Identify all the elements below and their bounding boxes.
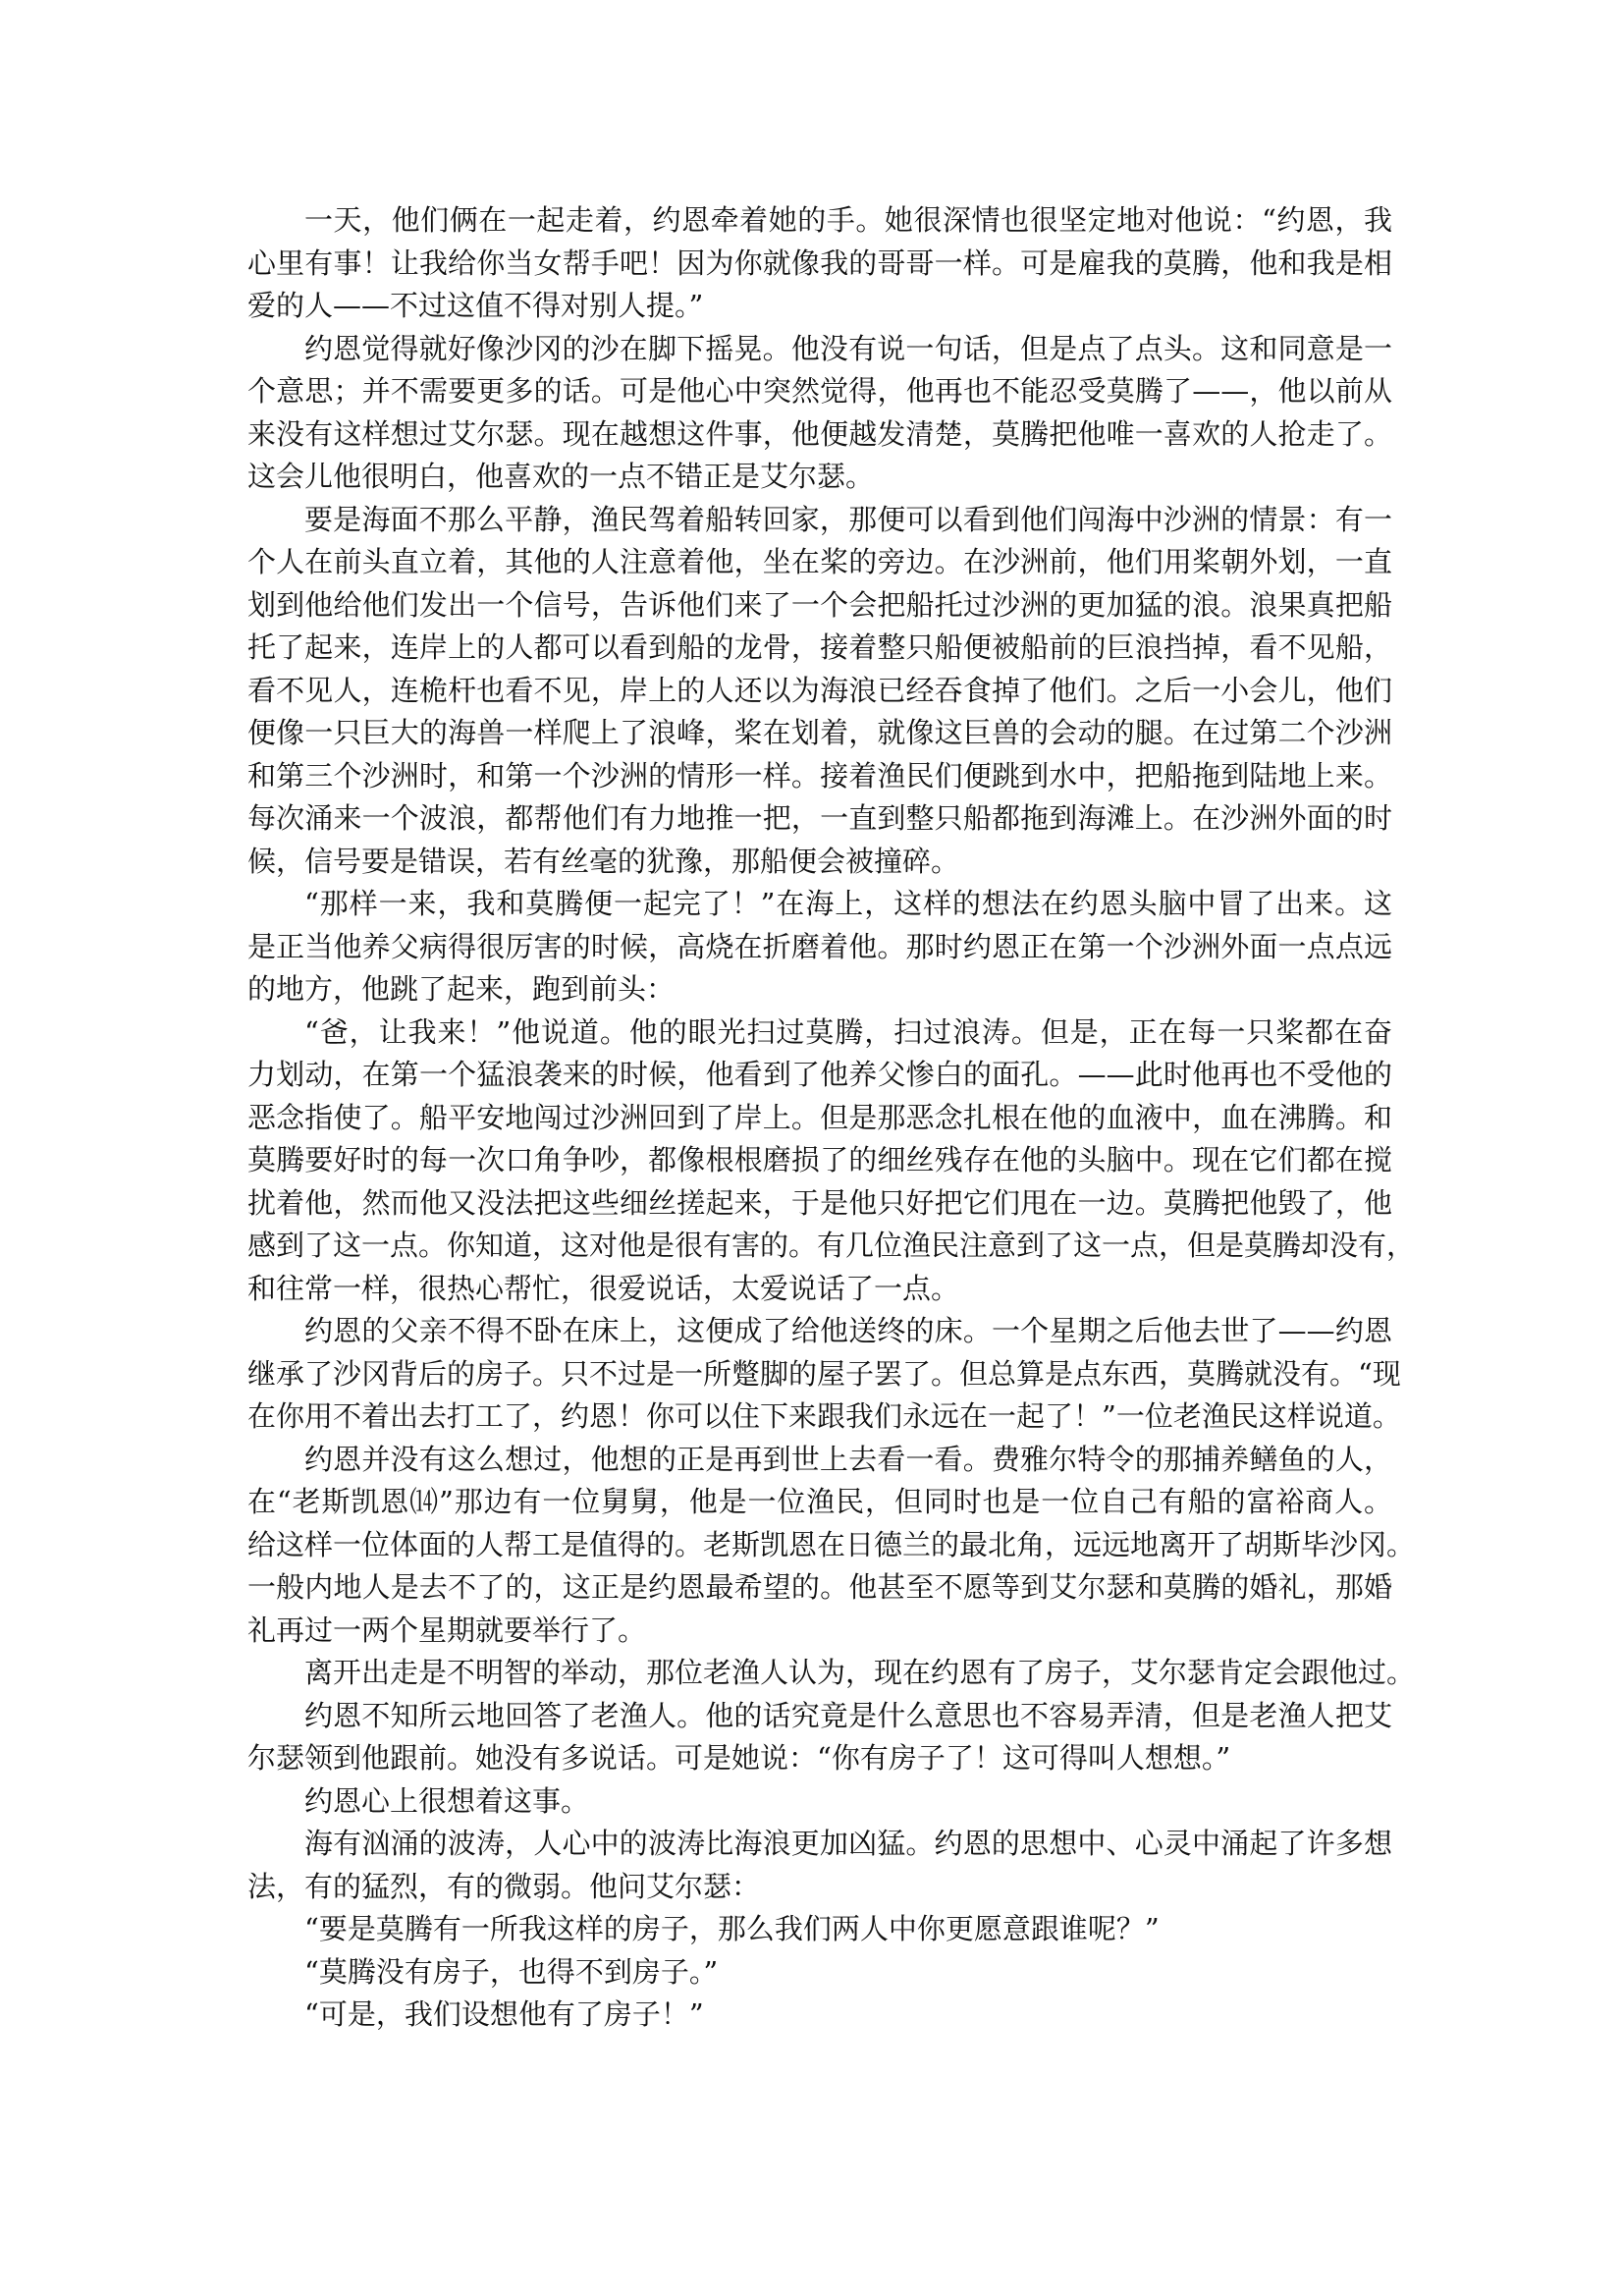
text-line: “可是，我们设想他有了房子！” bbox=[304, 1997, 704, 2031]
text-line: 约恩觉得就好像沙冈的沙在脚下摇晃。他没有说一句话，但是点了点头。这和同意是一 bbox=[304, 331, 1392, 365]
paragraph bbox=[247, 199, 1392, 328]
text-line: 约恩的父亲不得不卧在床上，这便成了给他送终的床。一个星期之后他去世了——约恩 bbox=[304, 1314, 1392, 1347]
text-line: 看不见人，连桅杆也看不见，岸上的人还以为海浪已经吞食掉了他们。之后一小会儿，他们 bbox=[247, 673, 1392, 707]
paragraph bbox=[247, 1951, 1392, 1995]
text-line: 来没有这样想过艾尔瑟。现在越想这件事，他便越发清楚，莫腾把他唯一喜欢的人抢走了。 bbox=[247, 416, 1392, 451]
text-line: 划到他给他们发出一个信号，告诉他们来了一个会把船托过沙洲的更加猛的浪。浪果真把船 bbox=[247, 587, 1392, 622]
text-line: 尔瑟领到他跟前。她没有多说话。可是她说：“你有房子了！这可得叫人想想。” bbox=[247, 1741, 1231, 1775]
paragraph bbox=[247, 1652, 1416, 1695]
text-line: 要是海面不那么平静，渔民驾着船转回家，那便可以看到他们闯海中沙洲的情景：有一 bbox=[304, 502, 1392, 536]
text-line: “爸，让我来！”他说道。他的眼光扫过莫腾，扫过浪涛。但是，正在每一只桨都在奋 bbox=[304, 1014, 1392, 1049]
text-line: 莫腾要好时的每一次口角争吵，都像根根磨损了的细丝残存在他的头脑中。现在它们都在搅 bbox=[247, 1143, 1392, 1176]
text-line: “要是莫腾有一所我这样的房子，那么我们两人中你更愿意跟谁呢？” bbox=[304, 1912, 1160, 1945]
paragraph bbox=[247, 328, 1392, 499]
text-line: 约恩不知所云地回答了老渔人。他的话究竟是什么意思也不容易弄清，但是老渔人把艾 bbox=[304, 1698, 1392, 1732]
text-line: 给这样一位体面的人帮工是值得的。老斯凯恩在日德兰的最北角，远远地离开了胡斯毕沙冈。 bbox=[247, 1527, 1416, 1561]
text-line: “莫腾没有房子，也得不到房子。” bbox=[304, 1954, 719, 1989]
text-line: 约恩心上很想着这事。 bbox=[304, 1783, 590, 1818]
paragraph bbox=[247, 1695, 1392, 1780]
text-line: 海有汹涌的波涛，人心中的波涛比海浪更加凶猛。约恩的思想中、心灵中涌起了许多想 bbox=[304, 1827, 1392, 1860]
text-line: 继承了沙冈背后的房子。只不过是一所蹩脚的屋子罢了。但总算是点东西，莫腾就没有。“现 bbox=[247, 1356, 1401, 1391]
paragraph bbox=[247, 1823, 1392, 1908]
text-line: 约恩并没有这么想过，他想的正是再到世上去看一看。费雅尔特令的那捕养鳝鱼的人， bbox=[304, 1442, 1392, 1476]
text-line: 心里有事！让我给你当女帮手吧！因为你就像我的哥哥一样。可是雇我的莫腾，他和我是相 bbox=[247, 246, 1392, 280]
text-line: 在你用不着出去打工了，约恩！你可以住下来跟我们永远在一起了！”一位老渔民这样说道。 bbox=[247, 1399, 1401, 1433]
paragraph bbox=[247, 1310, 1401, 1439]
text-line: 个意思；并不需要更多的话。可是他心中突然觉得，他再也不能忍受莫腾了——，他以前从 bbox=[247, 374, 1392, 408]
text-line: 感到了这一点。你知道，这对他是很有害的。有几位渔民注意到了这一点，但是莫腾却没有， bbox=[247, 1229, 1416, 1262]
text-line: 和第三个沙洲时，和第一个沙洲的情形一样。接着渔民们便跳到水中，把船拖到陆地上来。 bbox=[247, 758, 1392, 793]
text-line: 个人在前头直立着，其他的人注意着他，坐在桨的旁边。在沙洲前，他们用桨朝外划，一直 bbox=[247, 545, 1392, 578]
paragraph bbox=[247, 1780, 1392, 1824]
paragraph bbox=[247, 1011, 1416, 1311]
text-line: 离开出走是不明智的举动，那位老渔人认为，现在约恩有了房子，艾尔瑟肯定会跟他过。 bbox=[304, 1656, 1416, 1689]
text-line: “那样一来，我和莫腾便一起完了！”在海上，这样的想法在约恩头脑中冒了出来。这 bbox=[304, 887, 1392, 920]
text-line: 力划动，在第一个猛浪袭来的时候，他看到了他养父惨白的面孔。——此时他再也不受他的 bbox=[247, 1058, 1392, 1091]
text-line: 扰着他，然而他又没法把这些细丝搓起来，于是他只好把它们甩在一边。莫腾把他毁了，他 bbox=[247, 1185, 1392, 1220]
text-line: 这会儿他很明白，他喜欢的一点不错正是艾尔瑟。 bbox=[247, 460, 875, 493]
document-body bbox=[247, 199, 1416, 2037]
paragraph bbox=[247, 499, 1392, 884]
text-line: 礼再过一两个星期就要举行了。 bbox=[247, 1613, 647, 1647]
text-line: 候，信号要是错误，若有丝毫的犹豫，那船便会被撞碎。 bbox=[247, 844, 960, 878]
paragraph bbox=[247, 1908, 1392, 1951]
paragraph bbox=[247, 1994, 1392, 2037]
text-line: 的地方，他跳了起来，跑到前头： bbox=[247, 972, 676, 1006]
text-line: 一天，他们俩在一起走着，约恩牵着她的手。她很深情也很坚定地对他说：“约恩，我 bbox=[304, 203, 1392, 237]
paragraph bbox=[247, 1439, 1416, 1653]
text-line: 是正当他养父病得很厉害的时候，高烧在折磨着他。那时约恩正在第一个沙洲外面一点点远 bbox=[247, 929, 1392, 963]
text-line: 爱的人——不过这值不得对别人提。” bbox=[247, 289, 704, 322]
text-line: 法，有的猛烈，有的微弱。他问艾尔瑟： bbox=[247, 1869, 761, 1903]
text-line: 一般内地人是去不了的，这正是约恩最希望的。他甚至不愿等到艾尔瑟和莫腾的婚礼，那婚 bbox=[247, 1570, 1392, 1604]
text-line: 每次涌来一个波浪，都帮他们有力地推一把，一直到整只船都拖到海滩上。在沙洲外面的时 bbox=[247, 801, 1392, 835]
text-line: 托了起来，连岸上的人都可以看到船的龙骨，接着整只船便被船前的巨浪挡掉，看不见船， bbox=[247, 630, 1392, 664]
text-line: 便像一只巨大的海兽一样爬上了浪峰，桨在划着，就像这巨兽的会动的腿。在过第二个沙洲 bbox=[247, 716, 1392, 749]
text-line: 和往常一样，很热心帮忙，很爱说话，太爱说话了一点。 bbox=[247, 1271, 960, 1305]
paragraph bbox=[247, 883, 1392, 1011]
text-line: 在“老斯凯恩⒁”那边有一位舅舅，他是一位渔民，但同时也是一位自己有船的富裕商人。 bbox=[247, 1485, 1392, 1518]
text-line: 恶念指使了。船平安地闯过沙洲回到了岸上。但是那恶念扎根在他的血液中，血在沸腾。和 bbox=[247, 1100, 1392, 1134]
